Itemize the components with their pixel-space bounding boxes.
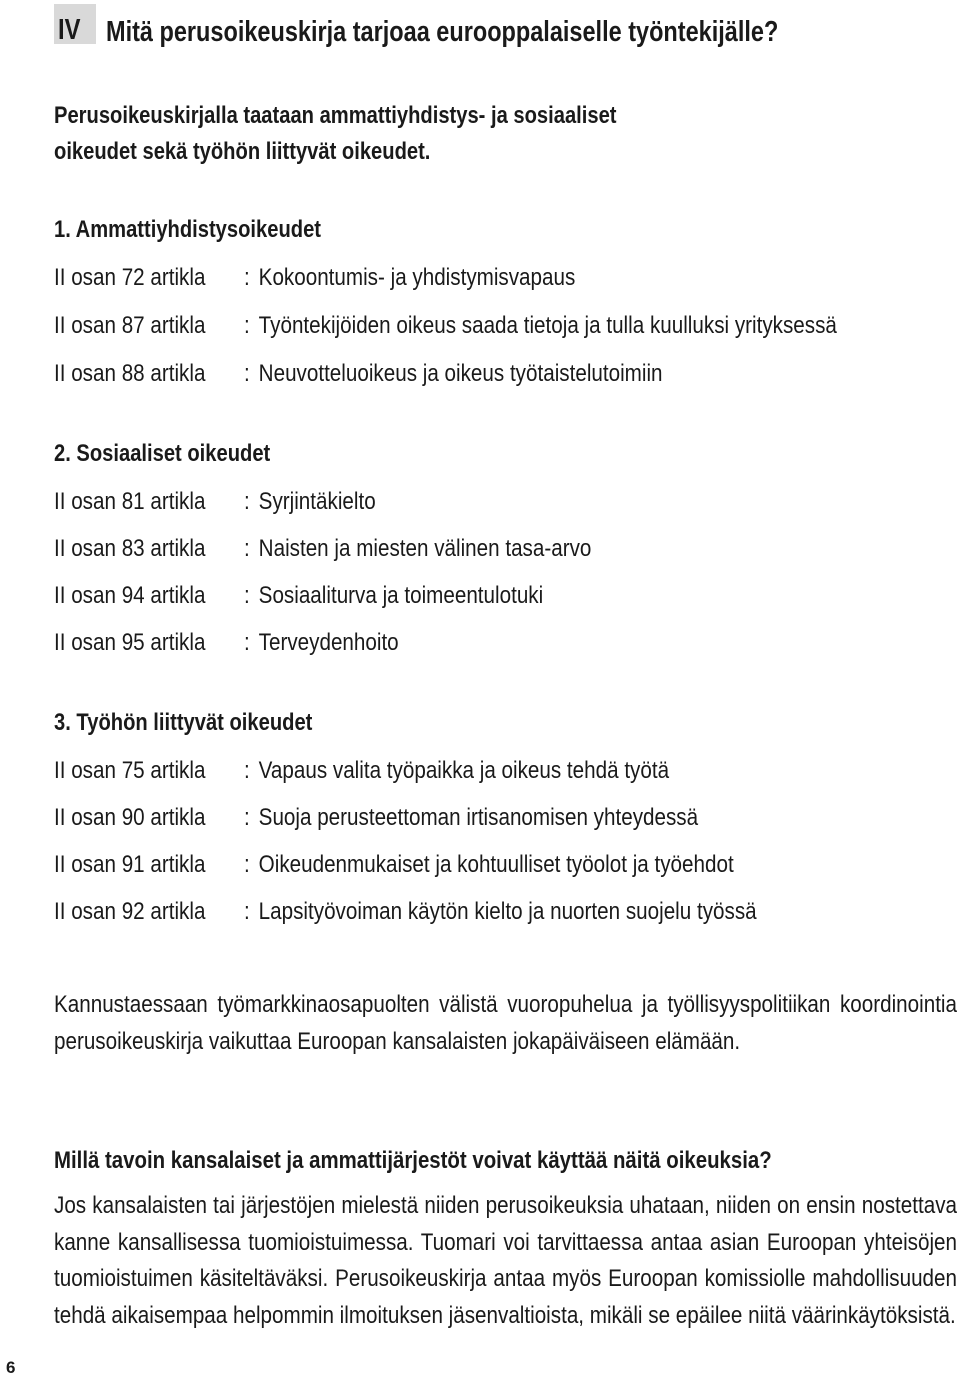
question-answer-paragraph: Jos kansalaisten tai järjestöjen mielestä niiden perusoikeuksia uhataan, niiden on ensin nostettava kanne kansallisessa tuomioistuimessa. Tuomari voi tarvittaessa antaa asian Euroopan yhteisöjen tuomioistuimen käsiteltäväksi. Perusoikeuskirja antaa myös Euroopan komissiolle mahdollisuuden tehdä aikaisempaa helpommin ilmoituksen jäsenvaltioista, mikäli se epäilee niitä väärinkäytöksistä. — [54, 1192, 957, 1329]
article-row — [54, 803, 698, 833]
article-reference: II osan 91 artikla — [54, 851, 206, 878]
article-description: Suoja perusteettoman irtisanomisen yhteydessä — [258, 804, 699, 831]
article-row — [54, 850, 734, 880]
article-description: Neuvotteluoikeus ja oikeus työtaistelutoimiin — [258, 360, 663, 387]
article-reference: II osan 90 artikla — [54, 804, 206, 831]
article-description: Sosiaaliturva ja toimeentulotuki — [258, 582, 544, 609]
article-reference: II osan 75 artikla — [54, 757, 206, 784]
article-colon: : — [244, 898, 250, 925]
article-description: Oikeudenmukaiset ja kohtuulliset työolot ja työehdot — [258, 851, 734, 878]
article-colon: : — [244, 312, 250, 339]
section-heading-work-rights: 3. Työhön liittyvät oikeudet — [54, 709, 313, 736]
article-colon: : — [244, 629, 250, 656]
article-row — [54, 628, 399, 658]
article-row — [54, 897, 757, 927]
article-colon: : — [244, 488, 250, 515]
article-row — [54, 263, 575, 293]
article-reference: II osan 95 artikla — [54, 629, 206, 656]
article-colon: : — [244, 804, 250, 831]
summary-paragraph: Kannustaessaan työmarkkinaosapuolten välistä vuoropuhelua ja työllisyyspolitiikan koordinointia perusoikeuskirja vaikuttaa Euroopan kansalaisten jokapäiväiseen elämään. — [54, 991, 957, 1055]
article-colon: : — [244, 582, 250, 609]
article-description: Naisten ja miesten välinen tasa-arvo — [258, 535, 592, 562]
intro-text — [54, 98, 617, 170]
article-row — [54, 534, 591, 564]
article-row — [54, 581, 543, 611]
page-number: 6 — [6, 1358, 16, 1377]
article-colon: : — [244, 535, 250, 562]
article-reference: II osan 72 artikla — [54, 264, 206, 291]
article-reference: II osan 88 artikla — [54, 360, 206, 387]
question-heading: Millä tavoin kansalaiset ja ammattijärjestöt voivat käyttää näitä oikeuksia? — [54, 1147, 772, 1174]
intro-line-2: oikeudet sekä työhön liittyvät oikeudet. — [54, 138, 431, 165]
section-heading-social-rights: 2. Sosiaaliset oikeudet — [54, 440, 271, 467]
chapter-title: Mitä perusoikeuskirja tarjoaa eurooppalaiselle työntekijälle? — [106, 16, 779, 48]
article-colon: : — [244, 851, 250, 878]
article-reference: II osan 94 artikla — [54, 582, 206, 609]
article-reference: II osan 92 artikla — [54, 898, 206, 925]
chapter-number: IV — [58, 14, 81, 46]
article-description: Syrjintäkielto — [258, 488, 376, 515]
article-row — [54, 359, 663, 389]
article-colon: : — [244, 757, 250, 784]
article-reference: II osan 87 artikla — [54, 312, 206, 339]
intro-line-1: Perusoikeuskirjalla taataan ammattiyhdistys- ja sosiaaliset — [54, 102, 617, 129]
article-description: Kokoontumis- ja yhdistymisvapaus — [258, 264, 576, 291]
article-colon: : — [244, 264, 250, 291]
article-description: Lapsityövoiman käytön kielto ja nuorten suojelu työssä — [258, 898, 757, 925]
article-description: Työntekijöiden oikeus saada tietoja ja tulla kuulluksi yrityksessä — [258, 312, 837, 339]
article-row — [54, 311, 837, 341]
article-description: Terveydenhoito — [258, 629, 399, 656]
section-heading-union-rights: 1. Ammattiyhdistysoikeudet — [54, 216, 322, 243]
article-reference: II osan 81 artikla — [54, 488, 206, 515]
article-row — [54, 487, 376, 517]
article-row — [54, 756, 669, 786]
article-description: Vapaus valita työpaikka ja oikeus tehdä työtä — [258, 757, 670, 784]
article-colon: : — [244, 360, 250, 387]
article-reference: II osan 83 artikla — [54, 535, 206, 562]
